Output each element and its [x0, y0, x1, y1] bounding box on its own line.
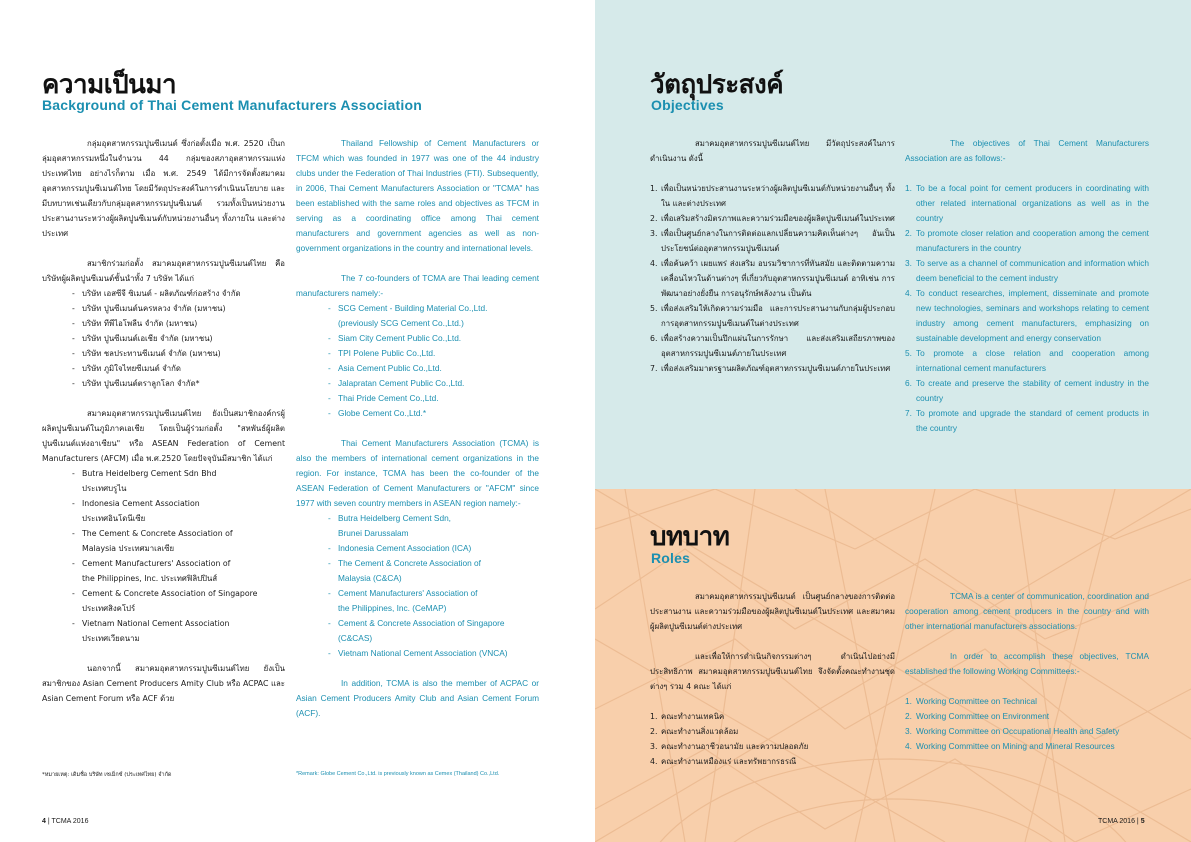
list-item: - Jalapratan Cement Public Co.,Ltd.	[328, 376, 539, 391]
list-item: - Indonesia Cement Association ประเทศอินโดนีเซีย	[72, 496, 285, 526]
paragraph: The 7 co-founders of TCMA are Thai leading cement manufacturers namely:-	[296, 273, 539, 298]
paragraph: สมาชิกร่วมก่อตั้ง สมาคมอุตสาหกรรมปูนซีเมนต์ไทย คือ บริษัทผู้ผลิตปูนซีเมนต์ชั้นนำทั้ง 7 บริษัท ได้แก่	[42, 259, 285, 283]
list-item: 4. เพื่อค้นคว้า เผยแพร่ ส่งเสริม อบรมวิชาการที่ทันสมัย และติดตามความเคลื่อนไหวในด้านต่างๆ ที่เกี่ยวกับอุตสาหกรรมปูนซีเมนต์ อาทิเช่น การพัฒนาอย่างยั่งยืน การอนุรักษ์พลังงาน เป็นต้น	[650, 259, 895, 298]
paragraph: In order to accomplish these objectives, TCMA established the following Working Committees:-	[905, 651, 1149, 676]
thai-asean-members-list	[72, 466, 285, 646]
list-item: 4. คณะทำงานเหมืองแร่ และทรัพยากรธรณี	[650, 757, 797, 766]
list-item: - Cement Manufacturers' Association of the Philippines, Inc. ประเทศฟิลิปปินส์	[72, 556, 285, 586]
list-item: - TPI Polene Public Co.,Ltd.	[328, 346, 539, 361]
list-item: 3. Working Committee on Occupational Health and Safety	[905, 726, 1120, 736]
list-item: - Thai Pride Cement Co.,Ltd.	[328, 391, 539, 406]
list-item: 4. Working Committee on Mining and Mineral Resources	[905, 741, 1115, 751]
page-number-right: TCMA 2016 | 5	[1098, 818, 1145, 825]
list-item: 7. To promote and upgrade the standard of cement products in the country	[905, 408, 1149, 433]
list-item: 3. เพื่อเป็นศูนย์กลางในการติดต่อแลกเปลี่ยนความคิดเห็นต่างๆ อันเป็นประโยชน์ต่ออุตสาหกรรมปูนซีเมนต์	[650, 229, 895, 253]
objectives-thai-column	[650, 136, 895, 391]
list-item: 5. เพื่อส่งเสริมให้เกิดความร่วมมือ และการประสานงานกับกลุ่มผู้ประกอบการอุตสาหกรรมปูนซีเมนต์ในต่างประเทศ	[650, 304, 895, 328]
list-item: - SCG Cement - Building Material Co.,Ltd. (previously SCG Cement Co.,Ltd.)	[328, 301, 539, 331]
paragraph: และเพื่อให้การดำเนินกิจกรรมต่างๆ ดำเนินไปอย่างมีประสิทธิภาพ สมาคมอุตสาหกรรมปูนซีเมนต์ไทย จึงจัดตั้งคณะทำงานชุดต่างๆ รวม 4 คณะ ได้แก่	[650, 652, 895, 691]
english-asean-members-list	[328, 511, 539, 661]
roles-title-thai: บทบาท	[650, 522, 730, 552]
list-item: 6. เพื่อสร้างความเป็นปึกแผ่นในการรักษา และส่งเสริมเสถียรภาพของอุตสาหกรรมปูนซีเมนต์ภายในประเทศ	[650, 334, 895, 358]
english-founders-list	[328, 301, 539, 421]
list-item: 3. คณะทำงานอาชีวอนามัย และความปลอดภัย	[650, 742, 809, 751]
list-item: - The Cement & Concrete Association of Malaysia ประเทศมาเลเซีย	[72, 526, 285, 556]
list-item: - Vietnam National Cement Association ประเทศเวียดนาม	[72, 616, 285, 646]
objectives-english-column	[905, 136, 1149, 451]
list-item: - Cement & Concrete Association of Singapore (C&CAS)	[328, 616, 539, 646]
page-number-left: 4 | TCMA 2016	[42, 818, 89, 825]
english-footnote: *Remark: Globe Cement Co.,Ltd. is previously known as Cemex (Thailand) Co.,Ltd.	[296, 771, 500, 777]
thai-committees-list	[650, 709, 895, 769]
list-item: - บริษัท ปูนซีเมนต์นครหลวง จำกัด (มหาชน)	[72, 301, 285, 316]
paragraph: Thai Cement Manufacturers Association (TCMA) is also the members of international cement organizations in the region. For instance, TCMA has been the co-founder of the ASEAN Federation of Cement Manufacturers or "AFCM" since 1977 with seven country members in ASEAN region namely:-	[296, 438, 539, 508]
list-item: - บริษัท เอสซีจี ซิเมนต์ - ผลิตภัณฑ์ก่อสร้าง จำกัด	[72, 286, 285, 301]
list-item: 1. เพื่อเป็นหน่วยประสานงานระหว่างผู้ผลิตปูนซีเมนต์กับหน่วยงานอื่นๆ ทั้งใน และต่างประเทศ	[650, 184, 895, 208]
paragraph: In addition, TCMA is also the member of ACPAC or Asian Cement Producers Amity Club and Asian Cement Forum (ACF).	[296, 678, 539, 718]
list-item: 1. To be a focal point for cement producers in coordinating with other related international organizations as well as in the country	[905, 183, 1149, 223]
roles-title-english: Roles	[651, 550, 691, 566]
background-english-column	[296, 136, 539, 736]
objectives-title-english: Objectives	[651, 97, 724, 113]
list-item: 6. To create and preserve the stability of cement industry in the country	[905, 378, 1149, 403]
list-item: 7. เพื่อส่งเสริมมาตรฐานผลิตภัณฑ์อุตสาหกรรมปูนซีเมนต์ภายในประเทศ	[650, 364, 891, 373]
paragraph: The objectives of Thai Cement Manufacturers Association are as follows:-	[905, 138, 1149, 163]
list-item: - Butra Heidelberg Cement Sdn, Brunei Darussalam	[328, 511, 539, 541]
list-item: - Butra Heidelberg Cement Sdn Bhd ประเทศบรูไน	[72, 466, 285, 496]
paragraph: กลุ่มอุตสาหกรรมปูนซีเมนต์ ซึ่งก่อตั้งเมื่อ พ.ศ. 2520 เป็นกลุ่มอุตสาหกรรมหนึ่งในจำนวน 44 กลุ่มของสภาอุตสาหกรรมแห่งประเทศไทย อย่างไรก็ตาม เมื่อ พ.ศ. 2549 ได้มีการจัดตั้งสมาคมอุตสาหกรรมปูนซีเมนต์ไทย โดยมีวัตถุประสงค์ในการดำเนินนโยบาย และมีบทบาทเช่นเดียวกับกลุ่มอุตสาหกรรมปูนซีเมนต์ รวมทั้งเป็นหน่วยงานประสานงานระหว่างผู้ผลิตปูนซีเมนต์กับหน่วยงานอื่นๆ ทั้งภายใน และต่างประเทศ	[42, 139, 285, 238]
list-item: 4. To conduct researches, implement, disseminate and promote new technologies, seminars and workshops relating to cement industry among cement manufacturers, emphasizing on sustainable development and energy conservation	[905, 288, 1149, 343]
list-item: - Cement & Concrete Association of Singapore ประเทศสิงคโปร์	[72, 586, 285, 616]
list-item: 1. Working Committee on Technical	[905, 696, 1037, 706]
list-item: 2. To promote closer relation and cooperation among the cement manufacturers in the country	[905, 228, 1149, 253]
list-item: - Vietnam National Cement Association (VNCA)	[328, 646, 539, 661]
paragraph: สมาคมอุตสาหกรรมปูนซีเมนต์ไทย ยังเป็นสมาชิกองค์กรผู้ผลิตปูนซีเมนต์ในภูมิภาคเอเชีย โดยเป็นผู้ร่วมก่อตั้ง "สหพันธ์ผู้ผลิตปูนซีเมนต์แห่งอาเซียน" หรือ ASEAN Federation of Cement Manufacturers (AFCM) เมื่อ พ.ศ.2520 โดยปัจจุบันมีสมาชิก ได้แก่	[42, 409, 285, 463]
paragraph: สมาคมอุตสาหกรรมปูนซีเมนต์ไทย มีวัตถุประสงค์ในการดำเนินงาน ดังนี้	[650, 139, 895, 163]
paragraph: Thailand Fellowship of Cement Manufacturers or TFCM which was founded in 1977 was one of the 44 industry clubs under the Federation of Thai Industries (FTI). Subsequently, in 2006, Thai Cement Manufacturers Association or "TCMA" has been established with the same roles and objectives as TFCM in serving as a coordinating office among Thai cement manufacturers and government agencies as well as non-government organizations in the country and international levels.	[296, 138, 539, 253]
list-item: - บริษัท ปูนซีเมนต์เอเชีย จำกัด (มหาชน)	[72, 331, 285, 346]
list-item: - บริษัท ทีพีไอโพลีน จำกัด (มหาชน)	[72, 316, 285, 331]
list-item: - The Cement & Concrete Association of Malaysia (C&CA)	[328, 556, 539, 586]
list-item: - Asia Cement Public Co.,Ltd.	[328, 361, 539, 376]
list-item: 1. คณะทำงานเทคนิค	[650, 712, 725, 721]
list-item: - Siam City Cement Public Co.,Ltd.	[328, 331, 539, 346]
list-item: - Indonesia Cement Association (ICA)	[328, 541, 539, 556]
list-item: 5. To promote a close relation and cooperation among international cement manufacturers	[905, 348, 1149, 373]
list-item: 2. คณะทำงานสิ่งแวดล้อม	[650, 727, 739, 736]
english-committees-list	[905, 694, 1149, 754]
list-item: - Cement Manufacturers' Association of the Philippines, Inc. (CeMAP)	[328, 586, 539, 616]
list-item: - บริษัท ปูนซีเมนต์ตราลูกโลก จำกัด*	[72, 376, 285, 391]
roles-thai-column	[650, 589, 895, 784]
english-objectives-list	[905, 181, 1149, 436]
objectives-title-thai: วัตถุประสงค์	[650, 70, 784, 100]
list-item: - บริษัท ภูมิใจไทยซีเมนต์ จำกัด	[72, 361, 285, 376]
list-item: 2. Working Committee on Environment	[905, 711, 1050, 721]
thai-footnote: *หมายเหตุ: เดิมชื่อ บริษัท เซเม็กซ์ (ประเทศไทย) จำกัด	[42, 772, 172, 778]
list-item: - บริษัท ชลประทานซีเมนต์ จำกัด (มหาชน)	[72, 346, 285, 361]
roles-english-column	[905, 589, 1149, 769]
paragraph: นอกจากนี้ สมาคมอุตสาหกรรมปูนซีเมนต์ไทย ยังเป็นสมาชิกของ Asian Cement Producers Amity Club หรือ ACPAC และ Asian Cement Forum หรือ ACF ด้วย	[42, 664, 285, 703]
thai-objectives-list	[650, 181, 895, 376]
left-page	[0, 0, 595, 842]
thai-founders-list	[72, 286, 285, 391]
list-item: 3. To serve as a channel of communication and information which deem beneficial to the cement industry	[905, 258, 1149, 283]
background-thai-column	[42, 136, 285, 721]
paragraph: TCMA is a center of communication, coordination and cooperation among cement producers in the country and with other international manufacturers associations.	[905, 591, 1149, 631]
list-item: 2. เพื่อเสริมสร้างมิตรภาพและความร่วมมือของผู้ผลิตปูนซีเมนต์ในประเทศ	[650, 214, 895, 223]
paragraph: สมาคมอุตสาหกรรมปูนซีเมนต์ เป็นศูนย์กลางของการติดต่อประสานงาน และความร่วมมือของผู้ผลิตปูนซีเมนต์ในประเทศ และสมาคมผู้ผลิตปูนซีเมนต์ต่างประเทศ	[650, 592, 895, 631]
right-page	[595, 0, 1191, 842]
background-title-thai: ความเป็นมา	[42, 70, 177, 100]
list-item: - Globe Cement Co.,Ltd.*	[328, 406, 539, 421]
background-title-english: Background of Thai Cement Manufacturers Association	[42, 97, 422, 113]
